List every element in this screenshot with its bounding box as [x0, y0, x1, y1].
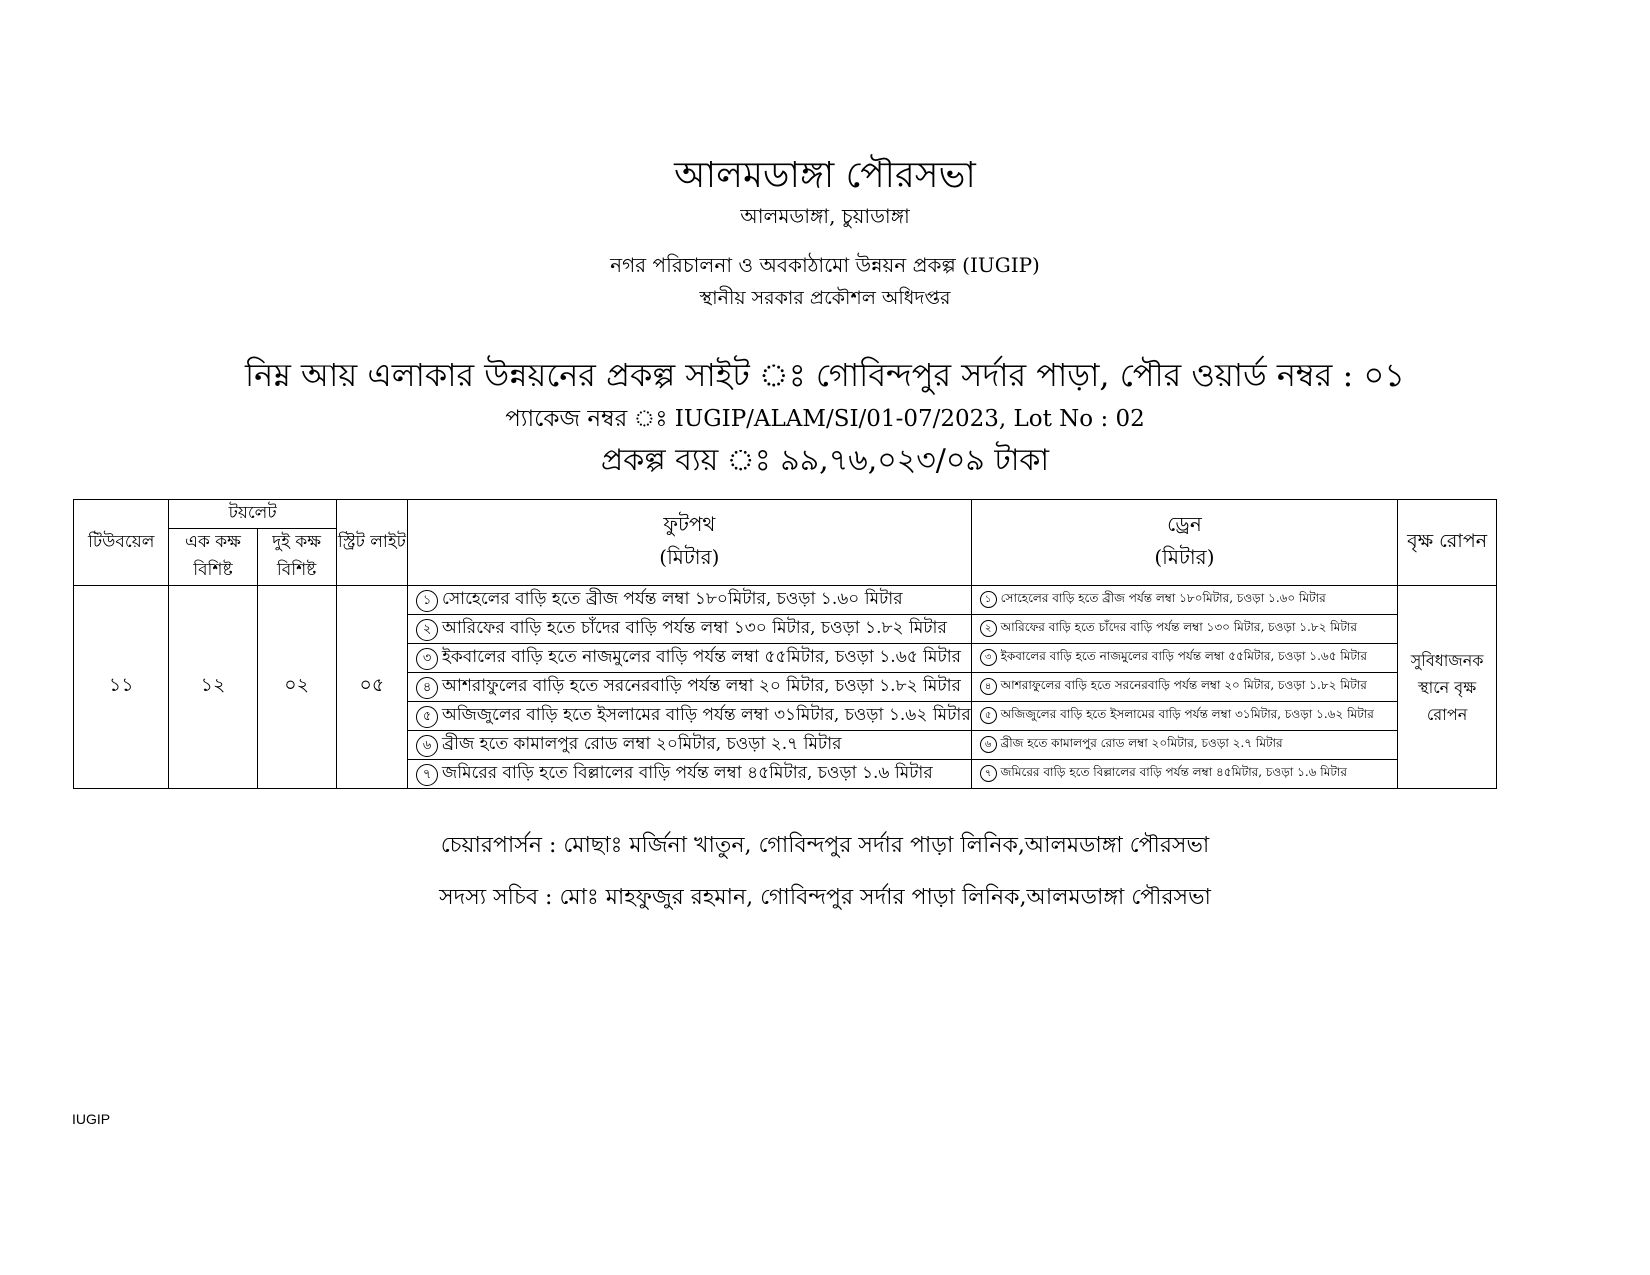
- footpath-text: জমিরের বাড়ি হতে বিল্লালের বাড়ি পর্যন্ত লম্বা ৪৫মিটার, চওড়া ১.৬ মিটার: [442, 763, 933, 783]
- footpath-text: ব্রীজ হতে কামালপুর রোড লম্বা ২০মিটার, চওড়া ২.৭ মিটার: [442, 734, 842, 754]
- item-number: ১: [980, 591, 997, 608]
- footpath-text: ইকবালের বাড়ি হতে নাজমুলের বাড়ি পর্যন্ত লম্বা ৫৫মিটার, চওড়া ১.৬৫ মিটার: [442, 647, 962, 667]
- footpath-item: [408, 673, 972, 702]
- drain-text: জমিরের বাড়ি হতে বিল্লালের বাড়ি পর্যন্ত লম্বা ৪৫মিটার, চওড়া ১.৬ মিটার: [1000, 765, 1348, 779]
- header-toilet-two: দুই কক্ষ বিশিষ্ট: [257, 529, 336, 586]
- item-number: ৬: [416, 735, 438, 757]
- item-number: ৬: [980, 736, 997, 753]
- secretary-line: সদস্য সচিব : মোঃ মাহফুজুর রহমান, গোবিন্দপুর সর্দার পাড়া লিনিক,আলমডাঙ্গা পৌরসভা: [439, 885, 1211, 910]
- site-heading: নিম্ন আয় এলাকার উন্নয়নের প্রকল্প সাইট ঃ গোবিন্দপুর সর্দার পাড়া, পৌর ওয়ার্ড নম্বর : ০১: [244, 356, 1406, 394]
- drain-text: আশরাফুলের বাড়ি হতে সরনেরবাড়ি পর্যন্ত লম্বা ২০ মিটার, চওড়া ১.৮২ মিটার: [1000, 678, 1367, 692]
- drain-text: ইকবালের বাড়ি হতে নাজমুলের বাড়ি পর্যন্ত লম্বা ৫৫মিটার, চওড়া ১.৬৫ মিটার: [1000, 649, 1368, 663]
- drain-text: সোহেলের বাড়ি হতে ব্রীজ পর্যন্ত লম্বা ১৮০মিটার, চওড়া ১.৬০ মিটার: [1000, 591, 1326, 605]
- footpath-text: আরিফের বাড়ি হতে চাঁদের বাড়ি পর্যন্ত লম্বা ১৩০ মিটার, চওড়া ১.৮২ মিটার: [442, 618, 947, 638]
- drain-item: [971, 673, 1398, 702]
- header-tree: বৃক্ষ রোপন: [1398, 500, 1497, 586]
- value-toilet-two: ০২: [257, 586, 336, 789]
- drain-item: [971, 760, 1398, 789]
- footpath-label: ফুটপথ: [663, 511, 716, 536]
- item-number: ৫: [416, 706, 438, 728]
- footpath-item: [408, 760, 972, 789]
- footpath-item: [408, 615, 972, 644]
- footpath-text: অজিজুলের বাড়ি হতে ইসলামের বাড়ি পর্যন্ত লম্বা ৩১মিটার, চওড়া ১.৬২ মিটার: [442, 705, 971, 725]
- header-streetlight: স্ট্রিট লাইট: [336, 500, 407, 586]
- header-tubewell: টিউবয়েল: [74, 500, 169, 586]
- value-streetlight: ০৫: [336, 586, 407, 789]
- value-tubewell: ১১: [74, 586, 169, 789]
- department-name: স্থানীয় সরকার প্রকৌশল অধিদপ্তর: [699, 287, 951, 309]
- item-number: ৩: [980, 649, 997, 666]
- footpath-item: [408, 586, 972, 615]
- project-name: নগর পরিচালনা ও অবকাঠামো উন্নয়ন প্রকল্প (IUGIP): [610, 253, 1040, 277]
- drain-item: [971, 644, 1398, 673]
- value-toilet-one: ১২: [169, 586, 257, 789]
- footer-tag: IUGIP: [72, 1111, 111, 1127]
- footpath-unit: (মিটার): [659, 544, 720, 569]
- table-row: [74, 586, 1497, 615]
- drain-text: ব্রীজ হতে কামালপুর রোড লম্বা ২০মিটার, চওড়া ২.৭ মিটার: [1000, 736, 1283, 750]
- footpath-item: [408, 644, 972, 673]
- doc-location: আলমডাঙ্গা, চুয়াডাঙ্গা: [740, 204, 910, 228]
- item-number: ৪: [980, 678, 997, 695]
- drain-text: অজিজুলের বাড়ি হতে ইসলামের বাড়ি পর্যন্ত লম্বা ৩১মিটার, চওড়া ১.৬২ মিটার: [1000, 707, 1374, 721]
- drain-text: আরিফের বাড়ি হতে চাঁদের বাড়ি পর্যন্ত লম্বা ১৩০ মিটার, চওড়া ১.৮২ মিটার: [1000, 620, 1357, 634]
- item-number: ২: [980, 620, 997, 637]
- item-number: ৭: [416, 764, 438, 786]
- footpath-text: সোহেলের বাড়ি হতে ব্রীজ পর্যন্ত লম্বা ১৮০মিটার, চওড়া ১.৬০ মিটার: [442, 589, 903, 609]
- item-number: ১: [416, 590, 438, 612]
- value-tree: সুবিধাজনক স্থানে বৃক্ষ রোপন: [1398, 586, 1497, 789]
- drain-unit: (মিটার): [1154, 544, 1215, 569]
- drain-item: [971, 731, 1398, 760]
- project-cost: প্রকল্প ব্যয় ঃ ৯৯,৭৬,০২৩/০৯ টাকা: [600, 443, 1050, 478]
- drain-label: ড্রেন: [1167, 511, 1202, 536]
- item-number: ৭: [980, 765, 997, 782]
- work-table: [73, 499, 1497, 789]
- footpath-item: [408, 702, 972, 731]
- item-number: ৪: [416, 677, 438, 699]
- header-toilet-one: এক কক্ষ বিশিষ্ট: [169, 529, 257, 586]
- header-footpath: [408, 500, 972, 586]
- item-number: ২: [416, 619, 438, 641]
- chairperson-line: চেয়ারপার্সন : মোছাঃ মর্জিনা খাতুন, গোবিন্দপুর সর্দার পাড়া লিনিক,আলমডাঙ্গা পৌরসভা: [440, 833, 1210, 858]
- header-drain: [971, 500, 1398, 586]
- header-toilet: টয়লেট: [169, 500, 336, 529]
- item-number: ৫: [980, 707, 997, 724]
- drain-item: [971, 702, 1398, 731]
- drain-item: [971, 586, 1398, 615]
- footpath-text: আশরাফুলের বাড়ি হতে সরনেরবাড়ি পর্যন্ত লম্বা ২০ মিটার, চওড়া ১.৮২ মিটার: [442, 676, 961, 696]
- doc-title: আলমডাঙ্গা পৌরসভা: [674, 155, 976, 196]
- package-number: প্যাকেজ নম্বর ঃ IUGIP/ALAM/SI/01-07/2023, Lot No : 02: [505, 406, 1145, 432]
- item-number: ৩: [416, 648, 438, 670]
- drain-item: [971, 615, 1398, 644]
- footpath-item: [408, 731, 972, 760]
